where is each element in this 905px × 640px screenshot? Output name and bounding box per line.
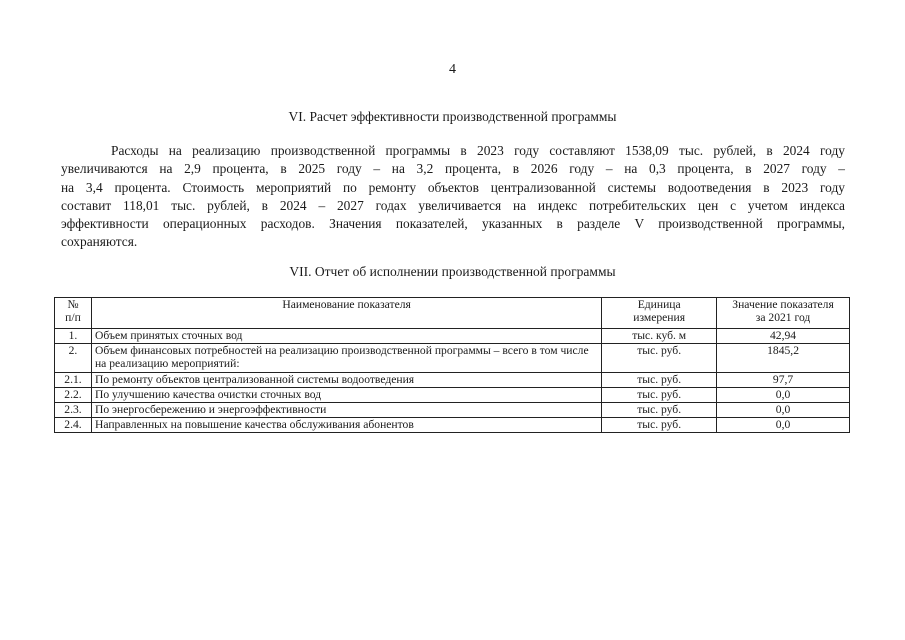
paragraph-line: эффективности операционных расходов. Значения показателей, указанных в разделе V производственной программы, [61, 216, 845, 232]
row-unit: тыс. руб. [602, 388, 717, 403]
paragraph-line: увеличиваются на 2,9 процента, в 2025 году – на 3,2 процента, в 2026 году – на 0,3 процента, в 2027 году – [61, 161, 845, 177]
row-name: Объем принятых сточных вод [91, 329, 601, 344]
row-num: 1. [55, 329, 92, 344]
header-num-line2: п/п [65, 311, 81, 324]
row-name: Объем финансовых потребностей на реализацию производственной программы – всего в том числе на реализацию мероприятий: [91, 344, 601, 373]
header-unit [602, 298, 717, 329]
row-name: По энергосбережению и энергоэффективности [91, 403, 601, 418]
table-row [55, 344, 850, 373]
section-6-paragraph [61, 142, 845, 252]
row-unit: тыс. куб. м [602, 329, 717, 344]
table-row [55, 373, 850, 388]
row-name: Направленных на повышение качества обслуживания абонентов [91, 418, 601, 433]
row-num: 2.2. [55, 388, 92, 403]
row-unit: тыс. руб. [602, 403, 717, 418]
row-num: 2.3. [55, 403, 92, 418]
header-value [717, 298, 850, 329]
row-num: 2.4. [55, 418, 92, 433]
table-header-row [55, 298, 850, 329]
paragraph-line: Расходы на реализацию производственной программы в 2023 году составляют 1538,09 тыс. рублей, в 2024 году [111, 143, 845, 158]
header-name: Наименование показателя [91, 298, 601, 329]
row-value: 42,94 [717, 329, 850, 344]
header-unit-line1: Единица [637, 298, 681, 311]
section-6-title: VI. Расчет эффективности производственной программы [288, 109, 617, 124]
row-unit: тыс. руб. [602, 344, 717, 373]
page-number: 4 [449, 62, 456, 77]
paragraph-line: сохраняются. [61, 234, 138, 250]
paragraph-line: на 3,4 процента. Стоимость мероприятий по ремонту объектов централизованной системы водоотведения в 2023 году [61, 179, 845, 195]
table-row [55, 403, 850, 418]
row-value: 0,0 [717, 388, 850, 403]
row-num: 2.1. [55, 373, 92, 388]
section-7-title: VII. Отчет об исполнении производственной программы [289, 264, 616, 279]
paragraph-line: составит 118,01 тыс. рублей, в 2024 – 2027 годах увеличивается на индекс потребительских цен с учетом индекса [61, 197, 845, 213]
row-value: 1845,2 [717, 344, 850, 373]
row-name: По ремонту объектов централизованной системы водоотведения [91, 373, 601, 388]
report-table [54, 297, 850, 433]
row-value: 0,0 [717, 418, 850, 433]
row-unit: тыс. руб. [602, 418, 717, 433]
header-unit-line2: измерения [633, 311, 686, 324]
header-num [55, 298, 92, 329]
row-value: 0,0 [717, 403, 850, 418]
header-value-line2: за 2021 год [755, 311, 811, 324]
header-value-line1: Значение показателя [732, 298, 834, 311]
row-unit: тыс. руб. [602, 373, 717, 388]
table-row [55, 329, 850, 344]
table-row [55, 418, 850, 433]
row-name: По улучшению качества очистки сточных вод [91, 388, 601, 403]
header-num-line1: № [67, 298, 79, 311]
row-value: 97,7 [717, 373, 850, 388]
table-row [55, 388, 850, 403]
row-num: 2. [55, 344, 92, 373]
